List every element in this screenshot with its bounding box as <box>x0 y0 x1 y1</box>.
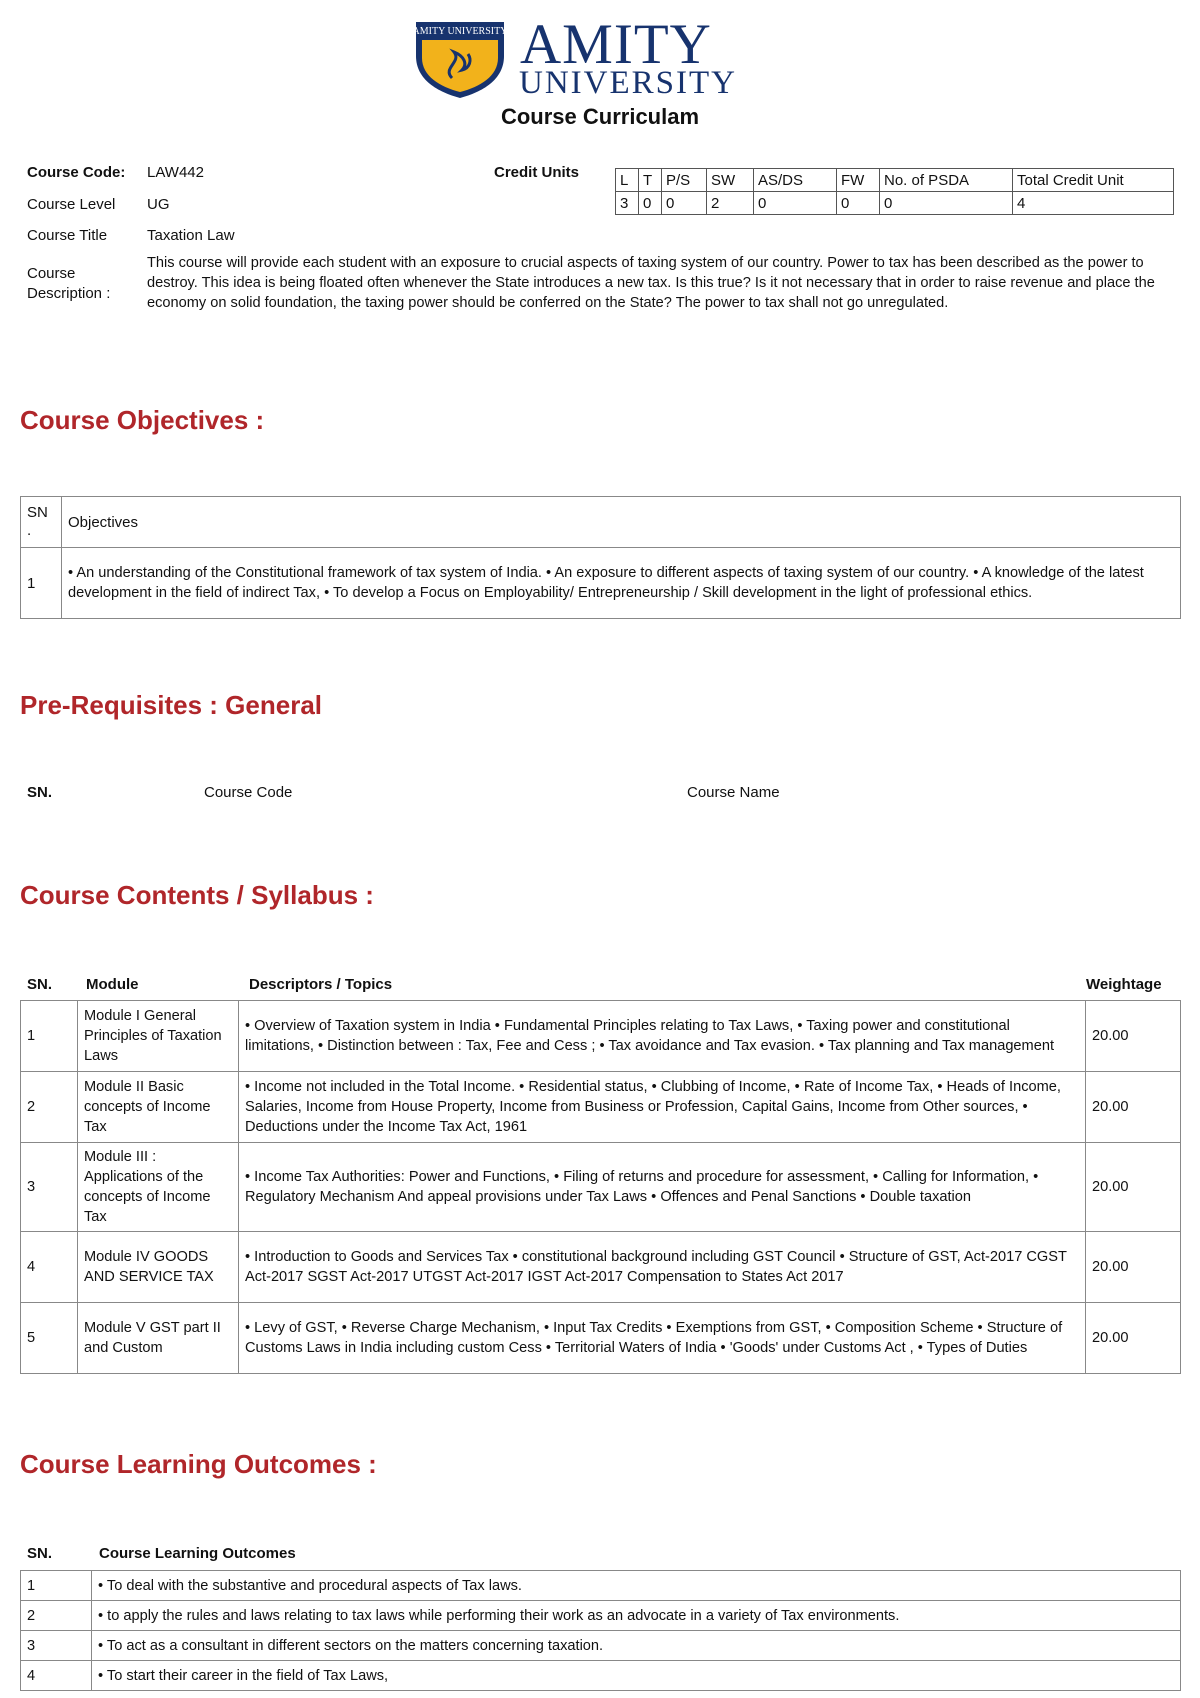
syllabus-desc-cell: • Levy of GST, • Reverse Charge Mechanism, • Input Tax Credits • Exemptions from GST, • Composition Scheme • Structure of Customs Laws in India including custom Cess • Territorial Waters of India • 'Goods' under Customs Act , • Types of Duties <box>239 1303 1086 1374</box>
credit-header-cell: SW <box>707 169 754 192</box>
syllabus-module-cell: Module V GST part II and Custom <box>78 1303 239 1374</box>
course-description-value: This course will provide each student with an exposure to crucial aspects of taxing system of our country. Power to tax has been described as the power to destroy. This idea is being floated often whenever the State introduces a new tax. Is this true? Is it not necessary that in order to raise revenue and place the economy on solid foundation, the taxing power should be conferred on the State? The power to tax shall not go unregulated. <box>147 255 1155 311</box>
outcomes-text-cell: • To act as a consultant in different sectors on the matters concerning taxation. <box>92 1631 1181 1661</box>
section-heading-objectives: Course Objectives : <box>20 405 265 435</box>
syllabus-sn-cell: 5 <box>21 1303 78 1374</box>
table-row <box>21 1571 1181 1601</box>
table-row <box>21 1072 1181 1143</box>
table-row <box>21 1303 1181 1374</box>
section-heading-outcomes: Course Learning Outcomes : <box>20 1449 377 1479</box>
page-title: Course Curriculam <box>500 104 700 129</box>
shield-emblem-icon <box>412 18 508 98</box>
credit-value-cell: 0 <box>880 192 1013 215</box>
objectives-sn-header: SN . <box>21 497 62 548</box>
university-logo <box>412 13 792 101</box>
prereq-code-header: Course Code <box>204 784 293 801</box>
course-level-value: UG <box>147 196 170 213</box>
objectives-col-header: Objectives <box>62 497 1181 548</box>
syllabus-weight-cell: 20.00 <box>1086 1001 1181 1072</box>
course-code-label: Course Code: <box>27 164 126 181</box>
outcomes-text-cell: • To deal with the substantive and procedural aspects of Tax laws. <box>92 1571 1181 1601</box>
syllabus-table <box>20 1000 1181 1374</box>
section-heading-prerequisites: Pre-Requisites : General <box>20 690 322 720</box>
section-heading-syllabus: Course Contents / Syllabus : <box>20 880 374 910</box>
credit-units-label: Credit Units <box>494 164 580 181</box>
table-row <box>21 1232 1181 1303</box>
credit-value-cell: 0 <box>754 192 837 215</box>
credit-units-table <box>615 168 1174 215</box>
credit-units-value-row <box>616 192 1174 215</box>
outcomes-sn-cell: 4 <box>21 1661 92 1691</box>
table-row <box>21 1661 1181 1691</box>
syllabus-sn-cell: 2 <box>21 1072 78 1143</box>
syllabus-module-cell: Module I General Principles of Taxation Laws <box>78 1001 239 1072</box>
credit-value-cell: 0 <box>639 192 662 215</box>
objectives-table <box>20 496 1181 619</box>
credit-header-cell: AS/DS <box>754 169 837 192</box>
objectives-sn-cell: 1 <box>21 548 62 619</box>
syllabus-module-cell: Module III : Applications of the concepts of Income Tax <box>78 1143 239 1232</box>
credit-header-cell: No. of PSDA <box>880 169 1013 192</box>
prereq-name-header: Course Name <box>687 784 780 801</box>
table-row <box>21 1143 1181 1232</box>
syllabus-sn-cell: 1 <box>21 1001 78 1072</box>
syllabus-desc-cell: • Introduction to Goods and Services Tax • constitutional background including GST Council • Structure of GST, Act-2017 CGST Act-2017 SGST Act-2017 UTGST Act-2017 IGST Act-2017 Compensation to States Act 2017 <box>239 1232 1086 1303</box>
credit-value-cell: 2 <box>707 192 754 215</box>
credit-header-cell: T <box>639 169 662 192</box>
prereq-sn-header: SN. <box>27 784 53 801</box>
credit-header-cell: Total Credit Unit <box>1013 169 1174 192</box>
course-title-label: Course Title <box>27 227 108 244</box>
table-row <box>21 1001 1181 1072</box>
credit-units-header-row <box>616 169 1174 192</box>
credit-value-cell: 4 <box>1013 192 1174 215</box>
logo-wordmark-university: UNIVERSITY <box>519 65 737 101</box>
table-row <box>21 1631 1181 1661</box>
outcomes-sn-cell: 2 <box>21 1601 92 1631</box>
credit-header-cell: L <box>616 169 639 192</box>
syllabus-module-cell: Module II Basic concepts of Income Tax <box>78 1072 239 1143</box>
syllabus-weight-cell: 20.00 <box>1086 1232 1181 1303</box>
outcomes-sn-cell: 1 <box>21 1571 92 1601</box>
credit-header-cell: P/S <box>662 169 707 192</box>
syllabus-module-header: Module <box>86 976 139 993</box>
outcomes-sn-cell: 3 <box>21 1631 92 1661</box>
syllabus-sn-header: SN. <box>27 976 53 993</box>
table-row <box>21 1601 1181 1631</box>
syllabus-sn-cell: 4 <box>21 1232 78 1303</box>
syllabus-sn-cell: 3 <box>21 1143 78 1232</box>
outcomes-text-cell: • to apply the rules and laws relating to tax laws while performing their work as an advocate in a variety of Tax environments. <box>92 1601 1181 1631</box>
outcomes-col-header: Course Learning Outcomes <box>99 1545 296 1562</box>
outcomes-table <box>20 1570 1181 1691</box>
objectives-header-row <box>21 497 1181 548</box>
syllabus-weight-header: Weightage <box>1086 976 1162 993</box>
course-description-label: Course Description : <box>27 265 111 302</box>
syllabus-weight-cell: 20.00 <box>1086 1143 1181 1232</box>
course-code-value: LAW442 <box>147 164 204 181</box>
logo-wordmark-amity: AMITY <box>520 13 712 76</box>
syllabus-desc-cell: • Overview of Taxation system in India • Fundamental Principles relating to Tax Laws, • Taxing power and constitutional limitations, • Distinction between : Tax, Fee and Cess ; • Tax avoidance and Tax evasion. • Tax planning and Tax management <box>239 1001 1086 1072</box>
syllabus-desc-cell: • Income not included in the Total Income. • Residential status, • Clubbing of Income, • Rate of Income Tax, • Heads of Income, Salaries, Income from House Property, Income from Business or Profession, Capital Gains, Income from Other sources, • Deductions under the Income Tax Act, 1961 <box>239 1072 1086 1143</box>
credit-value-cell: 3 <box>616 192 639 215</box>
syllabus-desc-cell: • Income Tax Authorities: Power and Functions, • Filing of returns and procedure for assessment, • Calling for Information, • Regulatory Mechanism And appeal provisions under Tax Laws • Offences and Penal Sanctions • Double taxation <box>239 1143 1086 1232</box>
table-row <box>21 548 1181 619</box>
outcomes-sn-header: SN. <box>27 1545 53 1562</box>
credit-value-cell: 0 <box>662 192 707 215</box>
syllabus-desc-header: Descriptors / Topics <box>249 976 393 993</box>
objectives-text-cell: • An understanding of the Constitutional framework of tax system of India. • An exposure to different aspects of taxing system of our country. • A knowledge of the latest development in the field of indirect Tax, • To develop a Focus on Employability/ Entrepreneurship / Skill development in the light of professional ethics. <box>62 548 1181 619</box>
course-title-value: Taxation Law <box>147 227 235 244</box>
syllabus-weight-cell: 20.00 <box>1086 1303 1181 1374</box>
shield-text: AMITY UNIVERSITY <box>412 26 508 37</box>
syllabus-module-cell: Module IV GOODS AND SERVICE TAX <box>78 1232 239 1303</box>
credit-value-cell: 0 <box>837 192 880 215</box>
outcomes-text-cell: • To start their career in the field of Tax Laws, <box>92 1661 1181 1691</box>
syllabus-weight-cell: 20.00 <box>1086 1072 1181 1143</box>
course-level-label: Course Level <box>27 196 116 213</box>
credit-header-cell: FW <box>837 169 880 192</box>
